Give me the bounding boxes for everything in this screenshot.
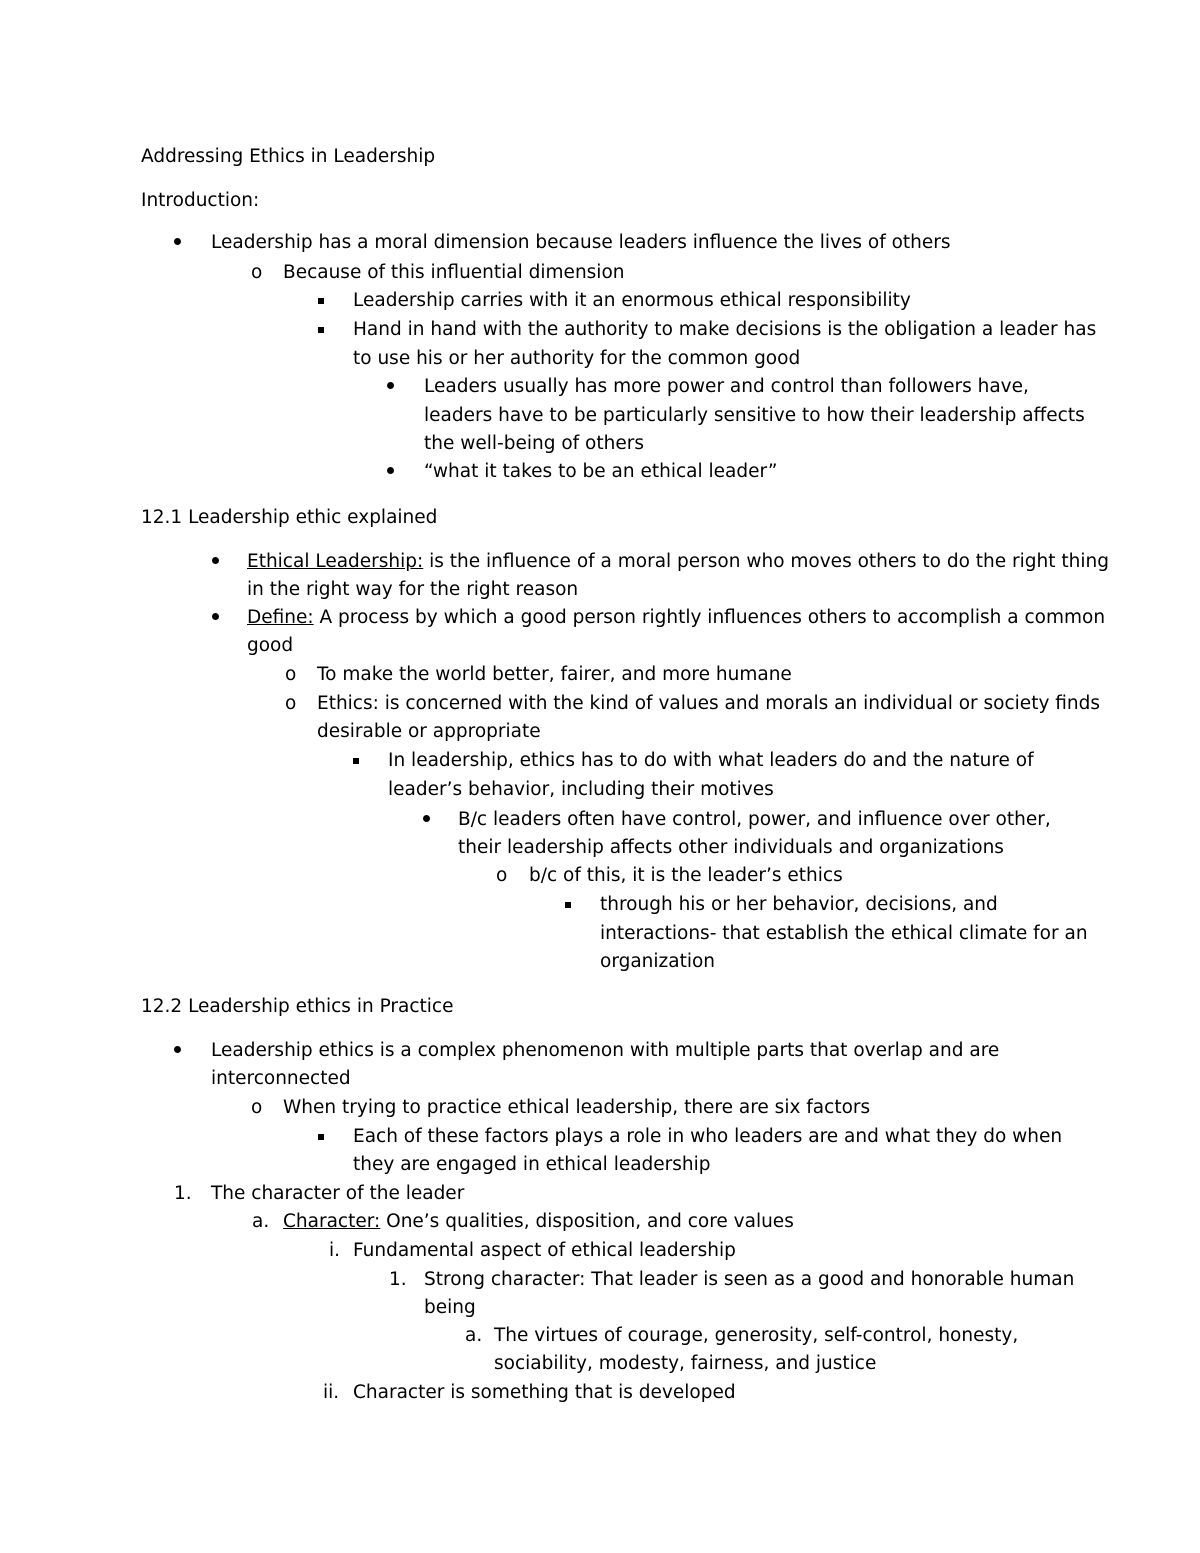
intro-line-5a: Leaders usually has more power and control than followers have, xyxy=(424,376,1029,397)
s122-roman-ii: Character is something that is developed xyxy=(353,1382,736,1403)
list-marker: 1. xyxy=(174,1183,192,1204)
bullet-dot-icon xyxy=(212,613,219,620)
intro-line-4a: Hand in hand with the authority to make decisions is the obligation a leader has xyxy=(353,319,1097,340)
bullet-dot-icon xyxy=(212,557,219,564)
s122-numbered-2a: Strong character: That leader is seen as a good and honorable human xyxy=(424,1269,1075,1290)
s122-alpha-a2a: The virtues of courage, generosity, self-control, honesty, xyxy=(494,1325,1019,1346)
s121-o-1: To make the world better, fairer, and more humane xyxy=(317,664,792,685)
s122-o-1: When trying to practice ethical leadership, there are six factors xyxy=(283,1097,871,1118)
bullet-dot-icon xyxy=(387,382,394,389)
term-define: Define: xyxy=(247,607,314,628)
s122-bullet-1a: Leadership ethics is a complex phenomenon with multiple parts that overlap and are xyxy=(211,1040,1000,1061)
section-12-1-heading: 12.1 Leadership ethic explained xyxy=(141,507,438,528)
s121-bullet-2-text: A process by which a good person rightly influences others to accomplish a common xyxy=(313,607,1106,628)
s122-sq-1b: they are engaged in ethical leadership xyxy=(353,1154,711,1175)
document-title: Addressing Ethics in Leadership xyxy=(141,146,436,167)
bullet-o-icon: o xyxy=(251,1097,263,1118)
s121-sq-1b: leader’s behavior, including their motives xyxy=(388,779,774,800)
bullet-square-icon xyxy=(318,1134,324,1140)
s121-sq-1a: In leadership, ethics has to do with what leaders do and the nature of xyxy=(388,750,1034,771)
intro-line-1: Leadership has a moral dimension because leaders influence the lives of others xyxy=(211,232,951,253)
s122-alpha-a xyxy=(283,1208,794,1236)
bullet-square-icon xyxy=(565,902,571,908)
bullet-square-icon xyxy=(318,298,324,304)
list-marker: i. xyxy=(329,1240,341,1261)
s121-o-3: b/c of this, it is the leader’s ethics xyxy=(529,865,843,886)
intro-line-5b: leaders have to be particularly sensitive to how their leadership affects xyxy=(424,405,1085,426)
intro-line-6: “what it takes to be an ethical leader” xyxy=(424,461,778,482)
intro-line-3: Leadership carries with it an enormous ethical responsibility xyxy=(353,290,911,311)
s122-roman-i: Fundamental aspect of ethical leadership xyxy=(353,1240,736,1261)
bullet-o-icon: o xyxy=(285,664,297,685)
s121-bullet-1 xyxy=(247,548,1109,576)
section-12-2-heading: 12.2 Leadership ethics in Practice xyxy=(141,996,454,1017)
s122-alpha-a2b: sociability, modesty, fairness, and justice xyxy=(494,1353,877,1374)
s121-bullet-1-cont: in the right way for the right reason xyxy=(247,579,579,600)
s121-o-2b: desirable or appropriate xyxy=(317,721,541,742)
s121-sq-2a: through his or her behavior, decisions, and xyxy=(600,894,998,915)
bullet-dot-icon xyxy=(174,1046,181,1053)
s121-sq-2b: interactions- that establish the ethical climate for an xyxy=(600,923,1088,944)
s121-sq-2c: organization xyxy=(600,951,716,972)
list-marker: 1. xyxy=(389,1269,407,1290)
bullet-o-icon: o xyxy=(285,693,297,714)
term-ethical-leadership: Ethical Leadership: xyxy=(247,551,424,572)
bullet-o-icon: o xyxy=(251,262,263,283)
bullet-square-icon xyxy=(353,758,359,764)
bullet-dot-icon xyxy=(387,467,394,474)
intro-line-4b: to use his or her authority for the common good xyxy=(353,348,801,369)
intro-heading: Introduction: xyxy=(141,190,260,211)
s121-d-1b: their leadership affects other individuals and organizations xyxy=(458,837,1004,858)
s122-numbered-1: The character of the leader xyxy=(211,1183,465,1204)
s121-o-2a: Ethics: is concerned with the kind of values and morals an individual or society finds xyxy=(317,693,1101,714)
bullet-dot-icon xyxy=(423,815,430,822)
bullet-dot-icon xyxy=(174,238,181,245)
intro-line-2: Because of this influential dimension xyxy=(283,262,625,283)
s122-numbered-2b: being xyxy=(424,1297,476,1318)
intro-line-5c: the well-being of others xyxy=(424,433,644,454)
s122-sq-1a: Each of these factors plays a role in who leaders are and what they do when xyxy=(353,1126,1063,1147)
s121-bullet-1-text: is the influence of a moral person who moves others to do the right thing xyxy=(423,551,1109,572)
list-marker: ii. xyxy=(323,1382,340,1403)
bullet-o-icon: o xyxy=(496,865,508,886)
list-marker: a. xyxy=(252,1211,270,1232)
s122-alpha-a-text: One’s qualities, disposition, and core values xyxy=(380,1211,794,1232)
s122-bullet-1b: interconnected xyxy=(211,1068,351,1089)
s121-d-1a: B/c leaders often have control, power, and influence over other, xyxy=(458,809,1051,830)
term-character: Character: xyxy=(283,1211,381,1232)
bullet-square-icon xyxy=(318,327,324,333)
s121-bullet-2 xyxy=(247,604,1105,632)
list-marker: a. xyxy=(465,1325,483,1346)
s121-bullet-2-cont: good xyxy=(247,635,294,656)
